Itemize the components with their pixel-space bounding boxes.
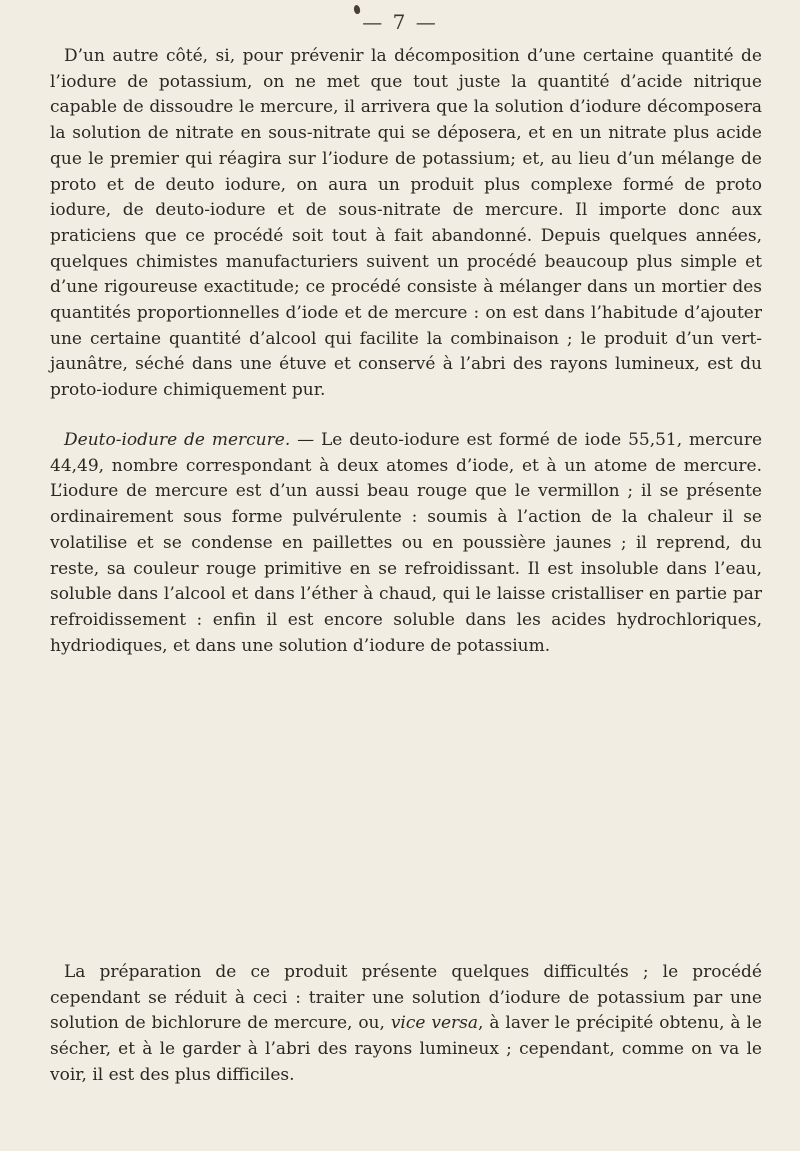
paragraph-text: — Le deuto-iodure est formé de iode 55,51, mercure 44,49, nombre correspondant à deux atomes d’iode, et à un atome de mercure. L’iodure de mercure est d’un aussi beau rouge que le vermillon ; il se présente ordinairement sous forme pulvérulente : soumis à l’action de la chaleur il se volatilise et se condense en paillettes ou en poussière jaunes ; il reprend, du reste, sa couleur rouge primitive en se refroidissant. Il est insoluble dans l’eau, soluble dans l’alcool et dans l’éther à chaud, qui le laisse cristalliser en partie par refroidissement : enfin il est encore soluble dans les acides hydrochloriques, hydriodiques, et dans une solution d’iodure de potassium. [50, 430, 762, 656]
section-heading: Deuto-iodure de mercure. [64, 430, 291, 450]
page-number: — 7 — [362, 10, 438, 34]
paragraph-text: D’un autre côté, si, pour prévenir la décomposition d’une certaine quantité de l’iodure de potassium, on ne met que tout juste la quantité d’acide nitrique capable de dissoudre le mercure, il arrivera que la solution d’iodure décomposera la solution de nitrate en sous-nitrate qui se déposera, et en un nitrate plus acide que le premier qui réagira sur l’iodure de potassium; et, au lieu d’un mélange de proto et de deuto iodure, on aura un produit plus complexe formé de proto iodure, de deuto-iodure et de sous-nitrate de mercure. Il importe donc aux praticiens que ce procédé soit tout à fait abandonné. Depuis quelques années, quelques chimistes manufacturiers suivent un procédé beaucoup plus simple et d’une rigoureuse exactitude; ce procédé consiste à mélanger dans un mortier des quantités proportionnelles d’iode et de mercure : on est dans l’habitude d’ajouter une certaine quantité d’alcool qui facilite la combinaison ; le produit d’un vert-jaunâtre, séché dans une étuve et conservé à l’abri des rayons lumineux, est du proto-iodure chimiquement pur. [50, 46, 762, 401]
paragraph-text-before: La préparation de ce produit présente quelques difficultés ; le procédé cependant se réduit à ceci : traiter une solution d’iodure de potassium par une solution de bichlorure de mercure, ou, [50, 962, 762, 1034]
paragraph-deuto-iodure [50, 428, 762, 659]
paragraph-proto-iodure-procedure [50, 44, 762, 404]
paragraph-preparation [50, 960, 762, 1089]
latin-phrase: vice versa [390, 1013, 479, 1034]
paragraph-text-after: , à laver le précipité obtenu, à le sécher, et à le garder à l’abri des rayons lumineux ; cependant, comme on va le voir, il est des plus difficiles. [50, 1013, 762, 1085]
